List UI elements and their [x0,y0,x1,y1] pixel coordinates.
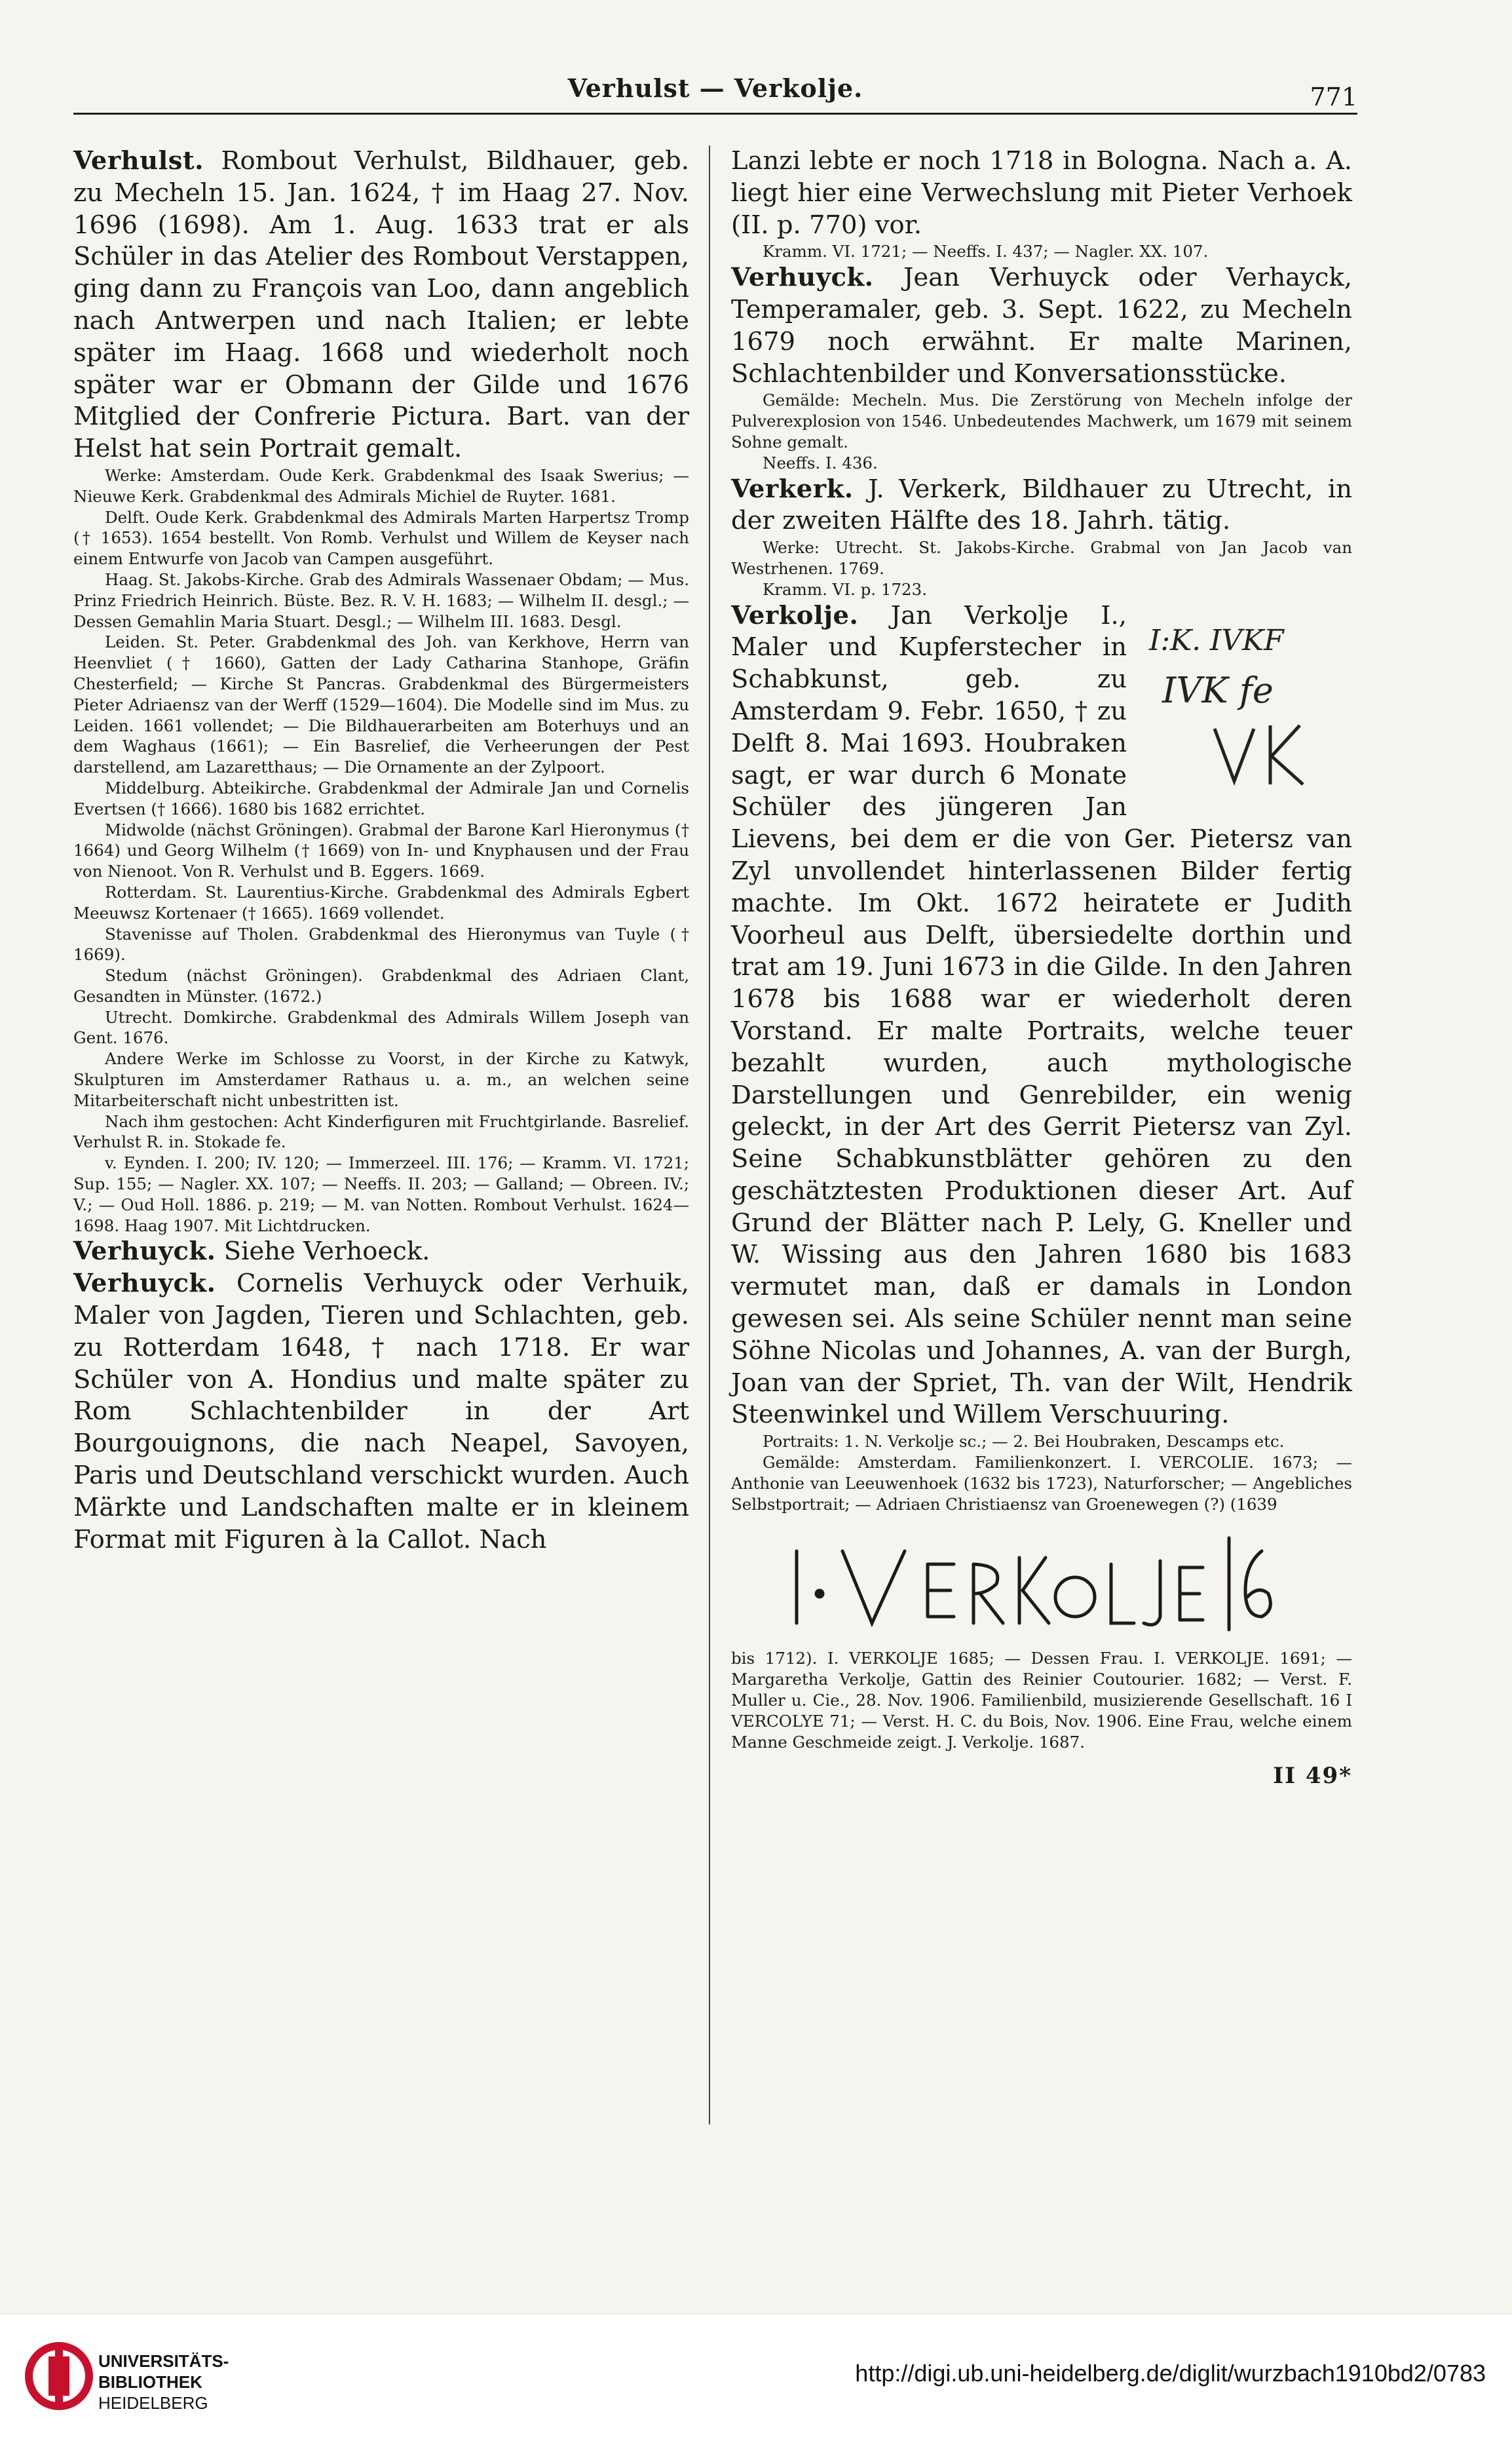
sheet-signature: II 49* [1273,1763,1352,1790]
left-column [73,145,689,1556]
signature-facsimile [731,1520,1352,1644]
entry-heading: Verhuyck. [73,1237,216,1267]
entry-verhulst [73,145,689,465]
works-paragraph: Delft. Oude Kerk. Grabdenkmal des Admirals Marten Harpertsz Tromp († 1653). 1654 bestellt. Von Romb. Verhulst und Willem de Keyser nach einem Entwurfe von Jacob van Campen ausgeführt. [73,507,689,569]
paintings-continued: bis 1712). I. VERKOLJE 1685; — Dessen Frau. I. VERKOLJE. 1691; — Margaretha Verkolje, Gattin des Reinier Coutourier. 1682; — Verst. F. Muller u. Cie., 28. Nov. 1906. Familienbild, musizierende Gesellschaft. 16 I VERCOLYE 71; — Verst. H. C. du Bois, Nov. 1906. Eine Frau, welche einem Manne Geschmeide zeigt. J. Verkolje. 1687. [731,1649,1352,1752]
works-paragraph: Midwolde (nächst Gröningen). Grabmal der Barone Karl Hieronymus († 1664) und Georg Wilhelm († 1669) von In- und Knyphausen und der Frau von Nienoot. Von R. Verhulst und B. Eggers. 1669. [73,820,689,881]
library-name-line: HEIDELBERG [98,2393,208,2413]
monogram-3 [1215,725,1303,784]
works-paragraph: Rotterdam. St. Laurentius-Kirche. Grabdenkmal des Admirals Egbert Meeuwsz Kortenaer († 1665). 1669 vollendet. [73,882,689,923]
entry-heading: Verkerk. [731,474,854,504]
entry-body: J. Verkerk, Bildhauer zu Utrecht, in der zweiten Hälfte des 18. Jahrh. tätig. [731,474,1352,536]
library-name [98,2351,229,2413]
engravings-paragraph: Nach ihm gestochen: Acht Kinderfiguren mit Fruchtgirlande. Basrelief. Verhulst R. in. Stokade fe. [73,1111,689,1152]
works-paragraph: Haag. St. Jakobs-Kirche. Grab des Admirals Wassenaer Obdam; — Mus. Prinz Friedrich Heinrich. Büste. Bez. R. V. H. 1683; — Wilhelm II. desgl.; — Dessen Gemahlin Maria Stuart. Desgl.; — Wilhelm III. 1683. Desgl. [73,569,689,631]
entry-heading: Verhulst. [73,146,204,176]
entry-verkolje [731,600,1352,1432]
monogram-drawing [1136,604,1352,794]
entry-body: Siehe Verhoeck. [223,1237,430,1267]
entry-heading: Verkolje. [731,600,859,630]
entry-body: Jan Verkolje I., Maler und Kupferstecher in Schabkunst, geb. zu Amsterdam 9. Febr. 1650, † zu Delft 8. Mai 1693. Houbraken sagt, er war durch 6 Monate Schüler des jüngeren Jan Lievens, bei dem er die von Ger. Pietersz van Zyl unvollendet hinterlassenen Bilder fertig machte. Im Okt. 1672 heiratete er Judith Voorheul aus Delft, übersiedelte dorthin und trat am 19. Juni 1673 in die Gilde. In den Jahren 1678 bis 1688 war er wiederholt deren Vorstand. Er malte Portraits, welche teuer bezahlt wurden, auch mythologische Darstellungen und Genrebilder, ein wenig geleckt, in der Art des Gerrit Pietersz van Zyl. Seine Schabkunstblätter gehören zu den geschätztesten Produktionen dieser Art. Auf Grund der Blätter nach P. Lely, G. Kneller und W. Wissing aus den Jahren 1680 bis 1683 vermutet man, daß er damals in London gewesen sei. Als seine Schüler nennt man seine Söhne Nicolas und Johannes, A. van der Burgh, Joan van der Spriet, Th. van der Wilt, Hendrik Steenwinkel und Willem Verschuuring. [731,600,1352,1430]
entry-verhuyck-ref [73,1236,689,1268]
footer-bar [0,2313,1512,2458]
signature-drawing [757,1525,1295,1636]
portraits-paragraph: Portraits: 1. N. Verkolje sc.; — 2. Bei Houbraken, Descamps etc. [763,1432,1285,1451]
library-name-line: UNIVERSITÄTS- [98,2351,229,2371]
column-divider [709,145,710,2124]
paintings-paragraph: Gemälde: Mecheln. Mus. Die Zerstörung von Mecheln infolge der Pulverexplosion von 1546. Unbedeutendes Machwerk, um 1679 mit seinem Sohne gemalt. [731,391,1352,451]
running-header [73,73,1357,115]
library-name-line: BIBLIOTHEK [98,2372,202,2392]
library-logo-icon [20,2333,105,2419]
page-number: 771 [1310,83,1357,111]
works-paragraph: Leiden. St. Peter. Grabdenkmal des Joh. van Kerkhove, Herrn van Heenvliet († 1660), Gatten der Lady Catharina Stanhope, Gräfin Chesterfield; — Kirche St Pancras. Grabdenkmal des Bürgermeisters Pieter Adriaensz van der Werff (1529—1604). Die Modelle sind im Mus. zu Leiden. 1661 vollendet; — Die Bildhauerarbeiten am Boterhuys und an dem Waghaus (1661); — Ein Basrelief, die Verheerungen der Pest darstellend, am Lazaretthaus; — Die Ornamente an der Zylpoort. [73,632,689,777]
entry-heading: Verhuyck. [73,1269,216,1299]
verhulst-works [73,465,689,1236]
literature-paragraph: Kramm. VI. p. 1723. [763,579,928,599]
monogram-1: I:K. IVKF [1149,623,1284,657]
monogram-marks [1136,604,1352,794]
entry-continuation: Lanzi lebte er noch 1718 in Bologna. Nach a. A. liegt hier eine Verwechslung mit Pieter Verhoek (II. p. 770) vor. [731,146,1352,240]
works-paragraph: Middelburg. Abteikirche. Grabdenkmal der Admirale Jan und Cornelis Evertsen († 1666). 1680 bis 1682 errichtet. [73,778,689,818]
entry-heading: Verhuyck. [731,263,874,293]
literature-paragraph: v. Eynden. I. 200; IV. 120; — Immerzeel. III. 176; — Kramm. VI. 1721; Sup. 155; — Nagler. XX. 107; — Neeffs. II. 203; — Galland; — Obreen. IV.; V.; — Oud Holl. 1886. p. 219; — M. van Notten. Rombout Verhulst. 1624—1698. Haag 1907. Mit Lichtdrucken. [73,1153,689,1235]
monogram-2: IVK fe [1162,669,1274,711]
literature-paragraph: Kramm. VI. 1721; — Neeffs. I. 437; — Nagler. XX. 107. [763,242,1209,261]
header-title: Verhulst — Verkolje. [567,73,863,103]
works-paragraph: Werke: Utrecht. St. Jakobs-Kirche. Grabmal von Jan Jacob van Westrhenen. 1769. [731,538,1352,578]
right-column [731,145,1352,1789]
literature-paragraph: Neeffs. I. 436. [763,453,878,472]
works-paragraph: Werke: Amsterdam. Oude Kerk. Grabdenkmal des Isaak Swerius; — Nieuwe Kerk. Grabdenkmal des Admirals Michiel de Ruyter. 1681. [73,465,689,506]
entry-body: Cornelis Verhuyck oder Verhuik, Maler von Jagden, Tieren und Schlachten, geb. zu Rotterdam 1648, † nach 1718. Er war Schüler von A. Hondius und malte später zu Rom Schlachtenbilder in der Art Bourgouignons, die nach Neapel, Savoyen, Paris und Deutschland verschickt wurden. Auch Märkte und Landschaften malte er in kleinem Format mit Figuren à la Callot. Nach [73,1269,689,1554]
source-url-link[interactable]: http://digi.ub.uni-heidelberg.de/diglit/wurzbach1910bd2/0783 [855,2360,1486,2387]
works-paragraph: Utrecht. Domkirche. Grabdenkmal des Admirals Willem Joseph van Gent. 1676. [73,1007,689,1048]
works-paragraph: Stedum (nächst Gröningen). Grabdenkmal des Adriaen Clant, Gesandten in Münster. (1672.) [73,966,689,1006]
works-paragraph: Andere Werke im Schlosse zu Voorst, in der Kirche zu Katwyk, Skulpturen im Amsterdamer Rathaus u. a. m., an welchen seine Mitarbeiterschaft nicht unbestritten ist. [73,1049,689,1110]
paintings-paragraph: Gemälde: Amsterdam. Familienkonzert. I. VERCOLIE. 1673; — Anthonie van Leeuwenhoek (1632 bis 1723), Naturforscher; — Angebliches Selbstportrait; — Adriaen Christiaensz van Groenewegen (?) (1639 [731,1453,1352,1514]
entry-verhuyck-cornelis [73,1268,689,1556]
entry-verhuyck-jean [731,262,1352,390]
works-paragraph: Stavenisse auf Tholen. Grabdenkmal des Hieronymus van Tuyle († 1669). [73,924,689,965]
entry-body: Rombout Verhulst, Bildhauer, geb. zu Mecheln 15. Jan. 1624, † im Haag 27. Nov. 1696 (1698). Am 1. Aug. 1633 trat er als Schüler in das Atelier des Rombout Verstappen, ging dann zu François van Loo, dann angeblich nach Antwerpen und nach Italien; er lebte später im Haag. 1668 und wiederholt noch später war er Obmann der Gilde und 1676 Mitglied der Confrerie Pictura. Bart. van der Helst hat sein Portrait gemalt. [73,146,689,464]
entry-body: Jean Verhuyck oder Verhayck, Temperamaler, geb. 3. Sept. 1622, zu Mecheln 1679 noch erwähnt. Er malte Marinen, Schlachtenbilder und Konversationsstücke. [731,263,1352,389]
entry-verkerk [731,474,1352,538]
